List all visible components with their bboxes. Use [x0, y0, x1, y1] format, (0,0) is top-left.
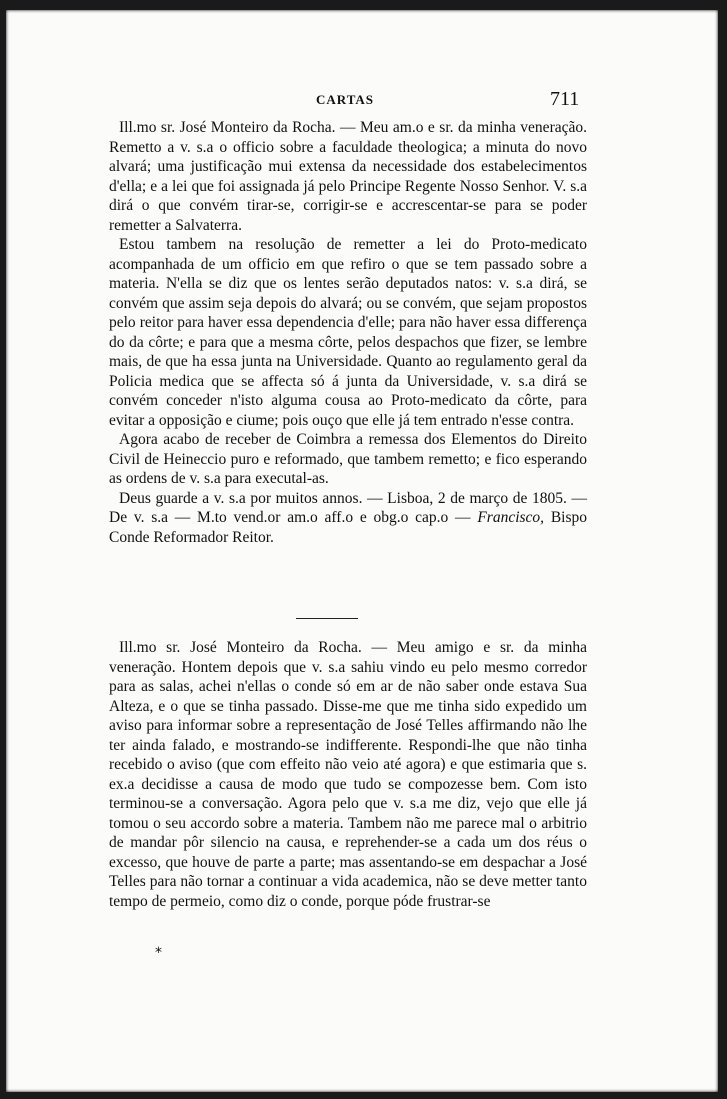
closing-text: Deus guarde a v. s.a por muitos annos. — Lisboa, 2 de março de 1805. — De v. s.a — M.to vend.or am.o aff.o e obg.o cap.o —: [109, 489, 587, 526]
letter-1: [109, 118, 587, 547]
letter-1-paragraph: Agora acabo de receber de Coimbra a remessa dos Elementos do Direito Civil de Heineccio puro e reformado, que tambem remetto; e fico esperando as ordens de v. s.a para executal-as.: [109, 431, 587, 487]
running-title: CARTAS: [316, 92, 375, 107]
footer-mark: *: [155, 945, 162, 961]
section-divider: [296, 618, 358, 619]
letter-2: [109, 638, 587, 911]
signature-name: Francisco,: [477, 509, 545, 526]
letter-1-paragraph: Ill.mo sr. José Monteiro da Rocha. — Meu am.o e sr. da minha veneração. Remetto a v. s.a o officio sobre a faculdade theologica; a minuta do novo alvará; uma justificação mui extensa da necessidade dos estabelecimentos d'ella; e a lei que foi assignada já pelo Principe Regente Nosso Senhor. V. s.a dirá o que convém tirar-se, corrigir-se e accrescentar-se para se poder remetter a Salvaterra.: [109, 119, 587, 234]
page-number: 711: [550, 88, 580, 110]
letter-2-paragraph: Ill.mo sr. José Monteiro da Rocha. — Meu amigo e sr. da minha veneração. Hontem depois que v. s.a sahiu vindo eu pelo mesmo corredor para as salas, achei n'ellas o conde só em ar de não saber onde estava Sua Alteza, e o que se tinha passado. Disse-me que me tinha sido expedido um aviso para informar sobre a representação de José Telles affirmando não lhe ter ainda falado, e mostrando-se indifferente. Respondi-lhe que não tinha recebido o aviso (que com effeito não veio até agora) e que estimaria que s. ex.a decidisse a causa de modo que tudo se compozesse bem. Com isto terminou-se a conversação. Agora pelo que v. s.a me diz, vejo que elle já tomou o seu accordo sobre a materia. Tambem não me parece mal o arbitrio de mandar pôr silencio na causa, e reprehender-se a cada um dos réus o excesso, que houve de parte a parte; mas assentando-se em despachar a José Telles para não tornar a continuar a vida academica, não se deve metter tanto tempo de permeio, como diz o conde, porque póde frustrar-se: [109, 639, 587, 910]
letter-1-closing: [109, 489, 587, 548]
letter-1-paragraph: Estou tambem na resolução de remetter a lei do Proto-medicato acompanhada de um officio em que refiro o que se tem passado sobre a materia. N'ella se diz que os lentes serão deputados natos: v. s.a dirá, se convém que assim seja depois do alvará; ou se convém, que sejam propostos pelo reitor para haver essa dependencia d'elle; para não haver essa differença do da côrte; e para que a mesma côrte, pelos despachos que fizer, se lembre mais, de que ha essa junta na Universidade. Quanto ao regulamento geral da Policia medica que se affecta só á junta da Universidade, v. s.a dirá se convém conceder n'isto alguma cousa ao Proto-medicato da côrte, para evitar a opposição e ciume; pois ouço que elle já tem entrado n'esse contra.: [109, 236, 587, 429]
page-header: [6, 88, 718, 112]
signature-title: Bispo Conde Reformador Reitor.: [109, 509, 588, 546]
